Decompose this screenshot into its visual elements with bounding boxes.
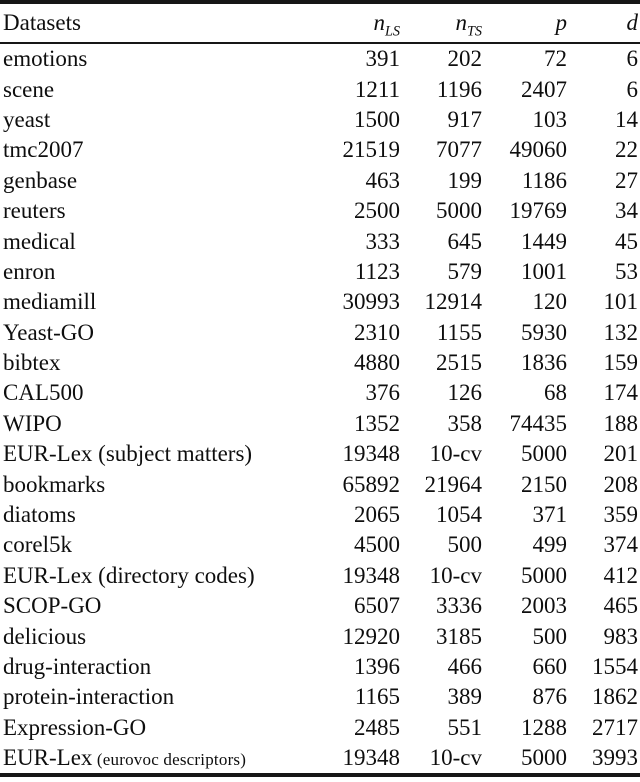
dataset-name: Yeast-GO xyxy=(3,319,94,345)
cell-n-ls: 2310 xyxy=(354,319,400,345)
cell-p: 103 xyxy=(532,106,567,132)
cell-p: 2150 xyxy=(521,471,567,497)
table-row xyxy=(0,621,640,651)
cell-p: 19769 xyxy=(509,198,567,224)
dataset-name-cell xyxy=(0,652,320,682)
cell-d: 201 xyxy=(603,441,638,467)
cell-d: 2717 xyxy=(592,714,638,740)
cell-p: 876 xyxy=(532,684,567,710)
dataset-name-cell xyxy=(0,682,320,712)
cell-n-ls: 1165 xyxy=(354,684,400,710)
table-row xyxy=(0,135,640,165)
header-nts-subscript: TS xyxy=(466,23,482,40)
dataset-name: medical xyxy=(3,228,76,254)
cell-n-ls: 1500 xyxy=(354,106,400,132)
dataset-name: genbase xyxy=(3,167,78,193)
cell-n-ts: 917 xyxy=(447,106,482,132)
table-row xyxy=(0,409,640,439)
dataset-name: protein-interaction xyxy=(3,684,175,710)
cell-p: 2407 xyxy=(521,76,567,102)
header-datasets-label: Datasets xyxy=(3,10,81,35)
cell-n-ls: 2485 xyxy=(354,714,400,740)
dataset-name: EUR-Lex xyxy=(3,745,93,771)
cell-n-ts: 389 xyxy=(447,684,482,710)
cell-d: 22 xyxy=(615,137,638,163)
dataset-name: Expression-GO xyxy=(3,714,147,740)
header-d-symbol: d xyxy=(626,10,638,35)
cell-p: 500 xyxy=(532,623,567,649)
cell-d: 983 xyxy=(603,623,638,649)
dataset-name-cell xyxy=(0,226,320,256)
cell-n-ts: 3336 xyxy=(436,593,482,619)
dataset-name: bookmarks xyxy=(3,471,106,497)
column-header-d xyxy=(567,2,640,43)
dataset-name: scene xyxy=(3,76,55,102)
dataset-name: reuters xyxy=(3,198,66,224)
dataset-name-cell xyxy=(0,591,320,621)
cell-n-ts: 551 xyxy=(447,714,482,740)
cell-n-ls: 4880 xyxy=(354,350,400,376)
cell-d: 101 xyxy=(603,289,638,315)
cell-n-ts: 1196 xyxy=(436,76,482,102)
header-nts-symbol: n xyxy=(455,10,467,35)
dataset-name: emotions xyxy=(3,46,88,72)
cell-n-ts: 1155 xyxy=(436,319,482,345)
table-row xyxy=(0,561,640,591)
cell-n-ls: 65892 xyxy=(342,471,400,497)
dataset-name-cell xyxy=(0,469,320,499)
dataset-name-cell xyxy=(0,530,320,560)
cell-d: 27 xyxy=(615,167,638,193)
cell-n-ts: 2515 xyxy=(436,350,482,376)
cell-d: 6 xyxy=(626,76,638,102)
table-row xyxy=(0,43,640,74)
cell-p: 5000 xyxy=(521,562,567,588)
cell-n-ts: 1054 xyxy=(436,502,482,528)
dataset-name-cell xyxy=(0,348,320,378)
cell-d: 3993 xyxy=(592,745,638,771)
cell-n-ls: 19348 xyxy=(342,745,400,771)
dataset-name: bibtex xyxy=(3,350,61,376)
cell-p: 1449 xyxy=(521,228,567,254)
dataset-name: EUR-Lex (subject matters) xyxy=(3,441,253,467)
cell-p: 74435 xyxy=(509,410,567,436)
dataset-name-cell xyxy=(0,74,320,104)
column-header-p xyxy=(482,2,567,43)
cell-n-ls: 1396 xyxy=(354,654,400,679)
dataset-name: corel5k xyxy=(3,532,72,558)
dataset-name-cell xyxy=(0,43,320,74)
cell-n-ls: 333 xyxy=(365,228,400,254)
cell-n-ls: 4500 xyxy=(354,532,400,558)
cell-d: 174 xyxy=(603,380,638,406)
cell-d: 1862 xyxy=(592,684,638,710)
table-row xyxy=(0,287,640,317)
dataset-name: enron xyxy=(3,258,56,284)
cell-d: 45 xyxy=(615,228,638,254)
dataset-name-cell xyxy=(0,743,320,775)
dataset-name: delicious xyxy=(3,623,87,649)
cell-d: 1554 xyxy=(592,654,638,679)
cell-n-ls: 1123 xyxy=(354,258,400,284)
dataset-name-cell xyxy=(0,713,320,743)
dataset-name: yeast xyxy=(3,106,51,132)
dataset-name: diatoms xyxy=(3,502,76,528)
cell-p: 371 xyxy=(532,502,567,528)
header-p-symbol: p xyxy=(555,10,567,35)
header-nls-subscript: LS xyxy=(384,23,400,40)
cell-n-ts: 21964 xyxy=(424,471,482,497)
cell-p: 1001 xyxy=(521,258,567,284)
cell-d: 188 xyxy=(603,410,638,436)
dataset-name-cell xyxy=(0,135,320,165)
table-row xyxy=(0,469,640,499)
table-row xyxy=(0,591,640,621)
cell-n-ts: 199 xyxy=(447,167,482,193)
dataset-name-cell xyxy=(0,561,320,591)
dataset-name: EUR-Lex (directory codes) xyxy=(3,562,255,588)
cell-p: 1288 xyxy=(521,714,567,740)
cell-p: 5930 xyxy=(521,319,567,345)
cell-n-ts: 579 xyxy=(447,258,482,284)
cell-n-ts: 645 xyxy=(447,228,482,254)
cell-d: 359 xyxy=(603,502,638,528)
cell-d: 208 xyxy=(603,471,638,497)
column-header-n-ts xyxy=(400,2,482,43)
cell-n-ts: 7077 xyxy=(436,137,482,163)
table-row xyxy=(0,226,640,256)
cell-n-ls: 2500 xyxy=(354,198,400,224)
cell-n-ls: 19348 xyxy=(342,562,400,588)
cell-p: 1186 xyxy=(521,167,567,193)
dataset-name-cell xyxy=(0,105,320,135)
dataset-name: tmc2007 xyxy=(3,137,84,163)
cell-n-ls: 12920 xyxy=(342,623,400,649)
cell-p: 5000 xyxy=(521,745,567,771)
table-row xyxy=(0,196,640,226)
cell-n-ls: 6507 xyxy=(354,593,400,619)
cell-d: 159 xyxy=(603,350,638,376)
dataset-name-cell xyxy=(0,196,320,226)
table-row xyxy=(0,166,640,196)
table-row xyxy=(0,105,640,135)
dataset-name-cell xyxy=(0,318,320,348)
cell-n-ts: 10-cv xyxy=(429,745,482,771)
table-row xyxy=(0,682,640,712)
cell-d: 53 xyxy=(615,258,638,284)
table-row xyxy=(0,318,640,348)
dataset-name-cell xyxy=(0,257,320,287)
table-row xyxy=(0,652,640,682)
cell-p: 2003 xyxy=(521,593,567,619)
cell-n-ls: 1211 xyxy=(354,76,400,102)
cell-n-ls: 30993 xyxy=(342,289,400,315)
dataset-name: CAL500 xyxy=(3,380,84,406)
cell-d: 132 xyxy=(603,319,638,345)
table-row xyxy=(0,743,640,775)
dataset-name: WIPO xyxy=(3,410,62,436)
dataset-name-cell xyxy=(0,409,320,439)
table-row xyxy=(0,530,640,560)
dataset-name-note: (eurovoc descriptors) xyxy=(92,750,247,770)
dataset-name: mediamill xyxy=(3,289,97,315)
cell-n-ts: 466 xyxy=(447,654,482,679)
dataset-name-cell xyxy=(0,621,320,651)
column-header-datasets xyxy=(0,2,320,43)
cell-p: 49060 xyxy=(509,137,567,163)
cell-n-ls: 391 xyxy=(365,46,400,72)
column-header-n-ls xyxy=(320,2,400,43)
table-row xyxy=(0,378,640,408)
cell-d: 465 xyxy=(603,593,638,619)
cell-d: 14 xyxy=(615,106,638,132)
cell-n-ls: 21519 xyxy=(342,137,400,163)
cell-n-ts: 5000 xyxy=(436,198,482,224)
dataset-name-cell xyxy=(0,500,320,530)
cell-n-ts: 10-cv xyxy=(429,562,482,588)
cell-p: 660 xyxy=(532,654,567,679)
dataset-name: drug-interaction xyxy=(3,654,152,679)
cell-n-ls: 1352 xyxy=(354,410,400,436)
dataset-name: SCOP-GO xyxy=(3,593,102,619)
cell-d: 34 xyxy=(615,198,638,224)
cell-p: 499 xyxy=(532,532,567,558)
header-row xyxy=(0,2,640,43)
cell-n-ls: 376 xyxy=(365,380,400,406)
table-row xyxy=(0,348,640,378)
dataset-name-cell xyxy=(0,166,320,196)
cell-p: 1836 xyxy=(521,350,567,376)
header-nls-symbol: n xyxy=(373,10,385,35)
cell-n-ls: 19348 xyxy=(342,441,400,467)
cell-p: 72 xyxy=(544,46,567,72)
cell-p: 5000 xyxy=(521,441,567,467)
dataset-name-cell xyxy=(0,287,320,317)
cell-n-ts: 126 xyxy=(447,380,482,406)
dataset-name-cell xyxy=(0,378,320,408)
cell-p: 68 xyxy=(544,380,567,406)
cell-n-ts: 12914 xyxy=(424,289,482,315)
table-row xyxy=(0,500,640,530)
dataset-name-cell xyxy=(0,439,320,469)
cell-n-ts: 358 xyxy=(447,410,482,436)
cell-n-ts: 202 xyxy=(447,46,482,72)
table-row xyxy=(0,257,640,287)
cell-n-ts: 500 xyxy=(447,532,482,558)
cell-n-ls: 2065 xyxy=(354,502,400,528)
cell-d: 412 xyxy=(603,562,638,588)
cell-d: 374 xyxy=(603,532,638,558)
cell-n-ts: 10-cv xyxy=(429,441,482,467)
cell-n-ls: 463 xyxy=(365,167,400,193)
table-row xyxy=(0,439,640,469)
cell-d: 6 xyxy=(626,46,638,72)
table-row xyxy=(0,74,640,104)
cell-n-ts: 3185 xyxy=(436,623,482,649)
table-row xyxy=(0,713,640,743)
cell-p: 120 xyxy=(532,289,567,315)
